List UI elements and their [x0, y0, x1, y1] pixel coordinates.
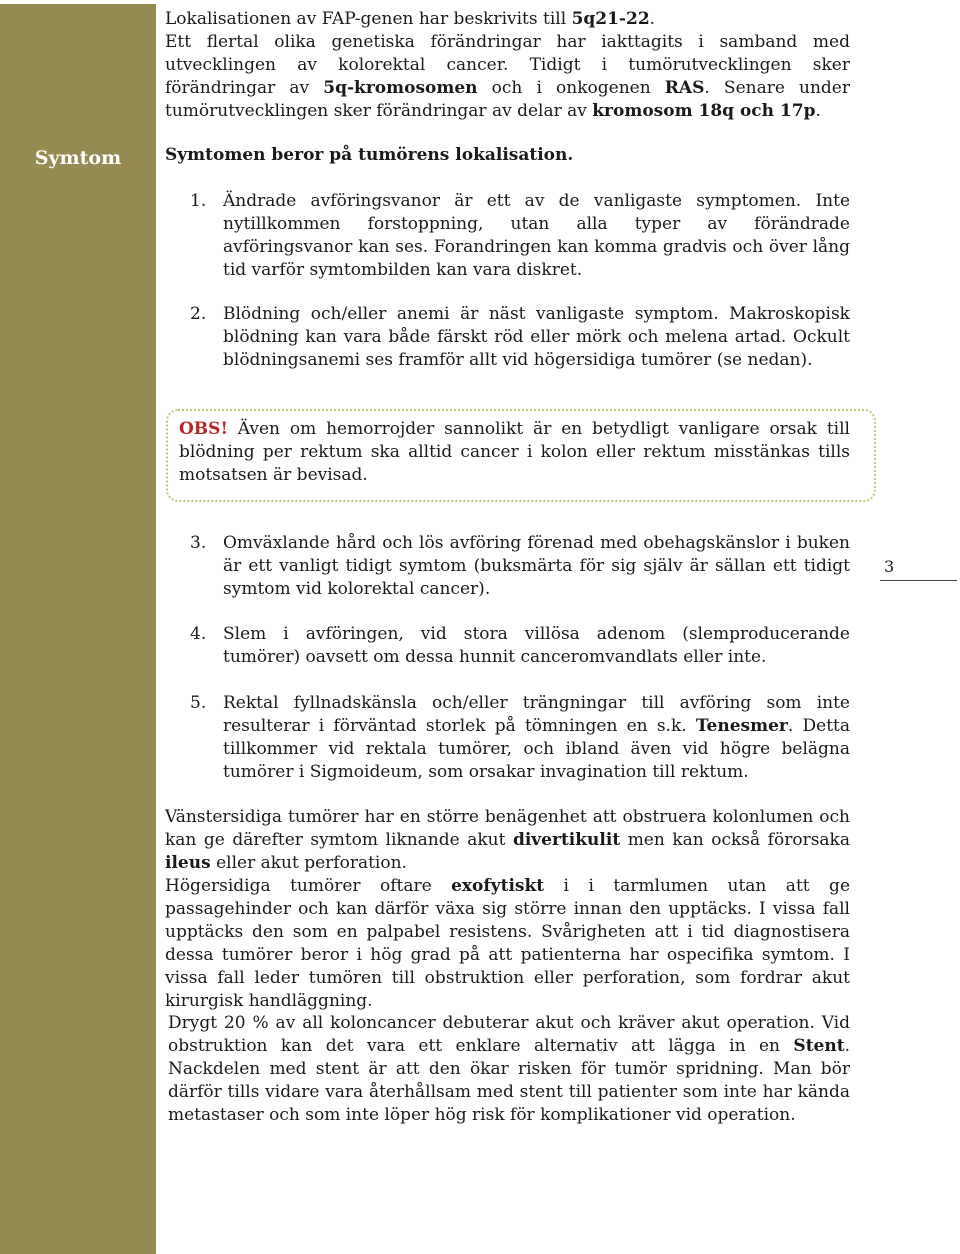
tenesmer-term: Tenesmer: [695, 716, 788, 736]
list-item-text-part: Rektal fyllnadskänsla och/eller trängningar till avföring som inte resulterar i förväntad storlek på tömningen en s.k.: [223, 693, 850, 736]
list-item-text: Omväxlande hård och lös avföring förenad med obehagskänslor i buken är ett vanligt tidigt symtom (buksmärta för sig själv är sällan ett tidigt symtom vid kolorektal cancer).: [223, 533, 850, 599]
page-number-rule: [880, 580, 957, 581]
intro-p2-later: . Senare under tumörutvecklingen sker förändringar av delar av: [165, 78, 850, 121]
sidebar-label: Symtom: [34, 147, 122, 169]
list-item: [190, 692, 850, 784]
left-sided-text: men kan också förorsaka: [620, 830, 850, 850]
final-text: Drygt 20 % av all koloncancer debuterar akut och kräver akut operation. Vid obstruktion kan det vara ett enklare alternativ att lägga in en: [168, 1013, 850, 1056]
ileus-term: ileus: [165, 853, 211, 873]
list-item-text: Ändrade avföringsvanor är ett av de vanligaste symptomen. Inte nytillkommen forstoppning, utan alla typer av förändrade avföringsvanor kan ses. Forandringen kan komma gradvis och över lång tid varför symtombilden kan vara diskret.: [223, 191, 850, 280]
obs-body: Även om hemorrojder sannolikt är en betydligt vanligare orsak till blödning per rektum ska alltid cancer i kolon eller rektum misstänkas tills motsatsen är bevisad.: [179, 419, 850, 485]
right-sided-text: Högersidiga tumörer oftare: [165, 876, 452, 896]
intro-locus: 5q21-22: [571, 9, 650, 29]
final-paragraph: [168, 1012, 850, 1127]
list-item-text: Slem i avföringen, vid stora villösa adenom (slemproducerande tumörer) oavsett om dessa hunnit canceromvandlats eller inte.: [223, 624, 850, 667]
section-heading: Symtomen beror på tumörens lokalisation.: [165, 145, 574, 165]
list-item: [190, 303, 850, 372]
intro-text: [165, 8, 850, 123]
list-item-number: 5.: [190, 693, 207, 713]
list-item-number: 3.: [190, 533, 207, 553]
stent-term: Stent: [793, 1036, 845, 1056]
list-item-text-part: . Detta tillkommer vid rektala tumörer, och ibland även vid högre belägna tumörer i Sigmoideum, som orsakar invagination till rektum.: [223, 716, 850, 782]
list-item: [190, 623, 850, 669]
intro-ras: RAS: [664, 78, 705, 98]
intro-p2-end: .: [815, 101, 821, 121]
obs-label: OBS!: [179, 419, 228, 439]
left-sided-text: eller akut perforation.: [210, 853, 407, 873]
left-sided-paragraph: [165, 806, 850, 1013]
list-item: [190, 190, 850, 282]
exofytiskt-term: exofytiskt: [451, 876, 545, 896]
list-item-text: [223, 692, 850, 784]
list-item-text: Blödning och/eller anemi är näst vanligaste symptom. Makroskopisk blödning kan vara både färskt röd eller mörk och melena artad. Ockult blödningsanemi ses framför allt vid högersidiga tumörer (se nedan).: [223, 304, 850, 370]
divertikulit-term: divertikulit: [512, 830, 621, 850]
list-item-number: 2.: [190, 304, 207, 324]
list-item-number: 4.: [190, 624, 207, 644]
final-text: . Nackdelen med stent är att den ökar risken för tumör spridning. Man bör därför tills vidare vara återhållsam med stent till patienter som inte har kända metastaser och som inte löper hög risk för komplikationer vid operation.: [168, 1036, 850, 1125]
page-number: 3: [884, 557, 895, 576]
obs-callout-text: [179, 418, 850, 487]
sidebar: [0, 4, 156, 1254]
intro-p2-text: Ett flertal olika genetiska förändringar har iakttagits i samband med utvecklingen av kolorektal cancer. Tidigt i tumörutvecklingen sker förändringar av: [165, 32, 850, 98]
intro-p1-end: .: [649, 9, 656, 29]
intro-5q: 5q-kromosomen: [323, 78, 478, 98]
list-item: [190, 532, 850, 601]
intro-chromosome: kromosom 18q och 17p: [592, 101, 816, 121]
left-sided-text: Vänstersidiga tumörer har en större benägenhet att obstruera kolonlumen och kan ge därefter symtom liknande akut: [165, 807, 850, 850]
intro-p2-mid: och i onkogenen: [477, 78, 665, 98]
list-item-number: 1.: [190, 191, 207, 211]
intro-p1-text: Lokalisationen av FAP-genen har beskrivits till: [165, 9, 572, 29]
right-sided-text: i i tarmlumen utan att ge passagehinder och kan därför växa sig större innan den upptäcks. I vissa fall upptäcks den som en palpabel resistens. Svårigheten att i tid diagnostisera dessa tumörer beror i hög grad på att patienterna har ospecifika symtom. I vissa fall leder tumören till obstruktion eller perforation, som fordrar akut kirurgisk handläggning.: [165, 876, 851, 1011]
